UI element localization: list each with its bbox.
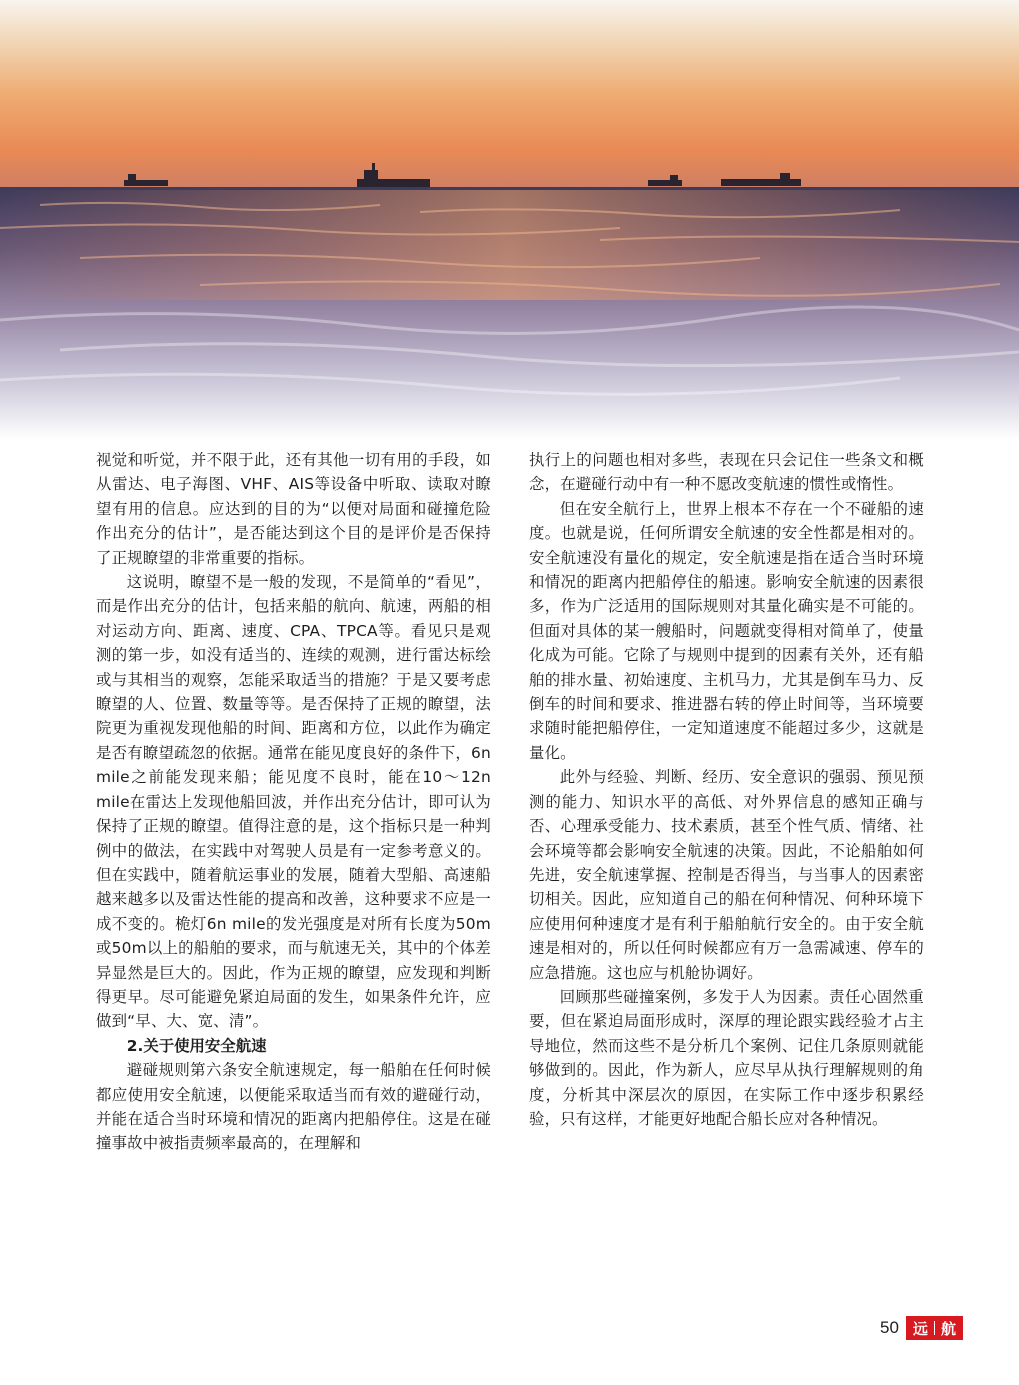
paragraph: 执行上的问题也相对多些，表现在只会记住一些条文和概念，在避碰行动中有一种不愿改变航速的惯性或惰性。 bbox=[529, 451, 924, 494]
right-column bbox=[529, 448, 924, 1131]
logo-char: 航 bbox=[940, 1319, 956, 1338]
paragraph: 此外与经验、判断、经历、安全意识的强弱、预见预测的能力、知识水平的高低、对外界信息的感知正确与否、心理承受能力、技术素质，甚至个性气质、情绪、社会环境等都会影响安全航速的决策。因此，不论船舶如何先进，安全航速掌握、控制是否得当，与当事人的因素密切相关。因此，应知道自己的船在何种情况、何种环境下应使用何种速度才是有利于船舶航行安全的。由于安全航速是相对的，所以任何时候都应有万一急需减速、停车的应急措施。这也应与机舱协调好。 bbox=[529, 768, 924, 982]
paragraph: 这说明，瞭望不是一般的发现，不是简单的“看见”，而是作出充分的估计，包括来船的航向、航速，两船的相对运动方向、距离、速度、CPA、TPCA等。看见只是观测的第一步，如没有适当的、连续的观测，进行雷达标绘或与其相当的观察，怎能采取适当的措施？于是又要考虑瞭望的人、位置、数量等等。是否保持了正规的瞭望，法院更为重视发现他船的时间、距离和方位，以此作为确定是否有瞭望疏忽的依据。通常在能见度良好的条件下，6n mile之前能发现来船；能见度不良时，能在10～12n mile在雷达上发现他船回波，并作出充分估计，即可认为保持了正规的瞭望。值得注意的是，这个指标只是一种判例中的做法，在实践中对驾驶人员是有一定参考意义的。但在实践中，随着航运事业的发展，随着大型船、高速船越来越多以及雷达性能的提高和改善，这种要求不应是一成不变的。桅灯6n mile的发光强度是对所有长度为50m或50m以上的船舶的要求，而与航速无关，其中的个体差异显然是巨大的。因此，作为正规的瞭望，应发现和判断得更早。尽可能避免紧迫局面的发生，如果条件允许，应做到“早、大、宽、清”。 bbox=[96, 573, 491, 1031]
left-column bbox=[96, 448, 491, 1156]
paragraph: 避碰规则第六条安全航速规定，每一船舶在任何时候都应使用安全航速，以便能采取适当而有效的避碰行动，并能在适合当时环境和情况的距离内把船停住。这是在碰撞事故中被指责频率最高的，在理解和 bbox=[96, 1061, 491, 1153]
paragraph: 视觉和听觉，并不限于此，还有其他一切有用的手段，如从雷达、电子海图、VHF、AIS等设备中听取、读取对瞭望有用的信息。应达到的目的为“以便对局面和碰撞危险作出充分的估计”，是否能达到这个目的是评价是否保持了正规瞭望的非常重要的指标。 bbox=[96, 451, 491, 567]
paragraph: 回顾那些碰撞案例，多发于人为因素。责任心固然重要，但在紧迫局面形成时，深厚的理论跟实践经验才占主导地位，然而这些不是分析几个案例、记住几条原则就能够做到的。因此，作为新人，应尽早从执行理解规则的角度，分析其中深层次的原因，在实际工作中逐步积累经验，只有这样，才能更好地配合船长应对各种情况。 bbox=[529, 987, 924, 1128]
sea-sunset-image bbox=[0, 0, 1019, 440]
page-footer bbox=[880, 1316, 963, 1340]
magazine-logo bbox=[906, 1316, 963, 1340]
logo-divider bbox=[934, 1321, 935, 1335]
section-heading: 2.关于使用安全航速 bbox=[126, 1036, 267, 1055]
logo-char: 远 bbox=[912, 1319, 928, 1338]
paragraph: 但在安全航行上，世界上根本不存在一个不碰船的速度。也就是说，任何所谓安全航速的安全性都是相对的。安全航速没有量化的规定，安全航速是指在适合当时环境和情况的距离内把船停住的船速。影响安全航速的因素很多，作为广泛适用的国际规则对其量化确实是不可能的。但面对具体的某一艘船时，问题就变得相对简单了，使量化成为可能。它除了与规则中提到的因素有关外，还有船舶的排水量、初始速度、主机马力，尤其是倒车马力、反倒车的时间和要求、推进器右转的停止时间等，当环境要求随时能把船停住，一定知道速度不能超过多少，这就是量化。 bbox=[529, 499, 924, 762]
page-number: 50 bbox=[880, 1318, 899, 1337]
hero-photo bbox=[0, 0, 1019, 440]
